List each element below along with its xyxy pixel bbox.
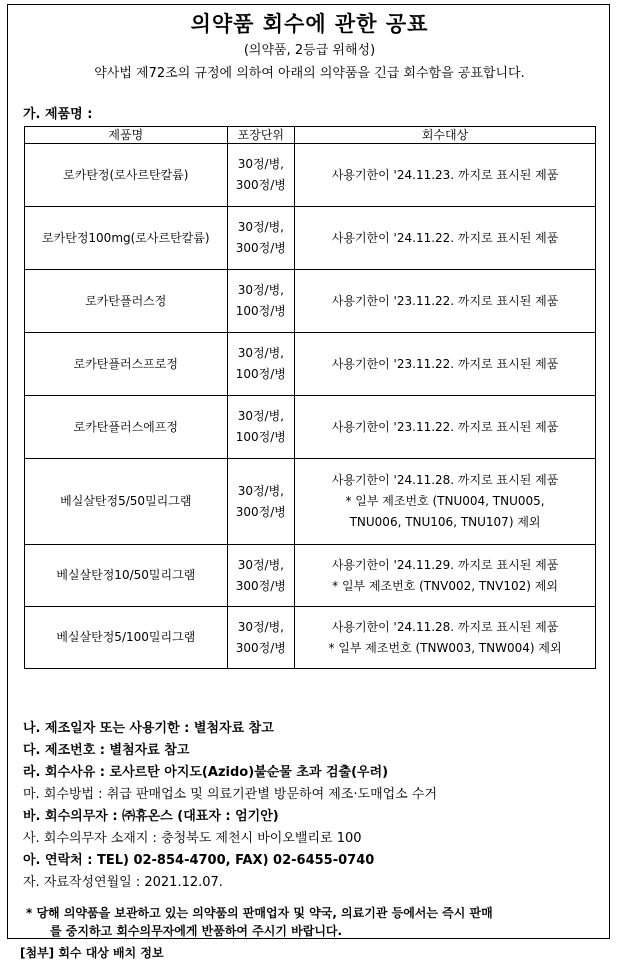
product-name: 로카탄플러스프로정 [25,333,228,396]
header-pack: 포장단위 [227,127,294,144]
pack-unit: 30정/병, 100정/병 [227,396,294,459]
table-row [25,545,596,607]
recall-target: 사용기한이 '24.11.29. 까지로 표시된 제품 * 일부 제조번호 (TNV002, TNV102) 제외 [295,545,596,607]
notice-line-1: * 당해 의약품을 보관하고 있는 의약품의 판매업자 및 약국, 의료기관 등에서는 즉시 판매 [26,906,493,920]
table-row [25,144,596,207]
info-manufacture-date: 나. 제조일자 또는 사용기한 : 별첨자료 참고 [23,721,274,736]
recall-target: 사용기한이 '23.11.22. 까지로 표시된 제품 [295,333,596,396]
recall-target: 사용기한이 '24.11.23. 까지로 표시된 제품 [295,144,596,207]
recall-target: 사용기한이 '24.11.28. 까지로 표시된 제품 * 일부 제조번호 (TNW003, TNW004) 제외 [295,607,596,669]
info-recall-reason: 라. 회수사유 : 로사르탄 아지도(Azido)불순물 초과 검출(우려) [23,765,389,780]
attachment-label: [첨부] 회수 대상 배치 정보 [20,946,164,960]
info-contact: 아. 연락처 : TEL) 02-854-4700, FAX) 02-6455-0740 [23,853,375,868]
header-target: 회수대상 [295,127,596,144]
table-row [25,459,596,545]
product-name: 베실살탄정5/100밀리그램 [25,607,228,669]
table-header-row [25,127,596,144]
notice-line-2: 를 중지하고 회수의무자에게 반품하여 주시기 바랍니다. [50,924,343,938]
table-row [25,607,596,669]
info-obligor-address: 사. 회수의무자 소재지 : 충청북도 제천시 바이오밸리로 100 [23,831,362,846]
recall-target: 사용기한이 '23.11.22. 까지로 표시된 제품 [295,396,596,459]
pack-unit: 30정/병, 300정/병 [227,207,294,270]
product-name: 베실살탄정5/50밀리그램 [25,459,228,545]
pack-unit: 30정/병, 300정/병 [227,545,294,607]
table-row [25,270,596,333]
pack-unit: 30정/병, 300정/병 [227,144,294,207]
section-a-heading: 가. 제품명 : [23,107,93,122]
pack-unit: 30정/병, 300정/병 [227,459,294,545]
pack-unit: 30정/병, 100정/병 [227,333,294,396]
product-name: 로카탄플러스정 [25,270,228,333]
product-name: 로카탄정100mg(로사르탄칼륨) [25,207,228,270]
info-created-date: 자. 자료작성연월일 : 2021.12.07. [23,875,223,890]
recall-target: 사용기한이 '24.11.22. 까지로 표시된 제품 [295,207,596,270]
product-name: 로카탄정(로사르탄칼륨) [25,144,228,207]
pack-unit: 30정/병, 300정/병 [227,607,294,669]
header-product: 제품명 [25,127,228,144]
notice-text [26,904,604,940]
page-title: 의약품 회수에 관한 공표 [190,12,429,36]
info-recall-obligor: 바. 회수의무자 : ㈜휴온스 (대표자 : 엄기안) [23,809,279,824]
info-batch-number: 다. 제조번호 : 별첨자료 참고 [23,743,190,758]
recall-table [24,126,596,669]
product-name: 로카탄플러스에프정 [25,396,228,459]
intro-text: 약사법 제72조의 규정에 의하여 아래의 의약품을 긴급 회수함을 공표합니다. [94,66,525,81]
table-row [25,333,596,396]
page-subtitle: (의약품, 2등급 위해성) [243,43,376,58]
pack-unit: 30정/병, 100정/병 [227,270,294,333]
info-recall-method: 마. 회수방법 : 취급 판매업소 및 의료기관별 방문하여 제조·도매업소 수거 [23,787,438,802]
recall-target: 사용기한이 '23.11.22. 까지로 표시된 제품 [295,270,596,333]
table-row [25,396,596,459]
product-name: 베실살탄정10/50밀리그램 [25,545,228,607]
table-row [25,207,596,270]
recall-target: 사용기한이 '24.11.28. 까지로 표시된 제품 * 일부 제조번호 (TNU004, TNU005, TNU006, TNU106, TNU107) 제외 [295,459,596,545]
